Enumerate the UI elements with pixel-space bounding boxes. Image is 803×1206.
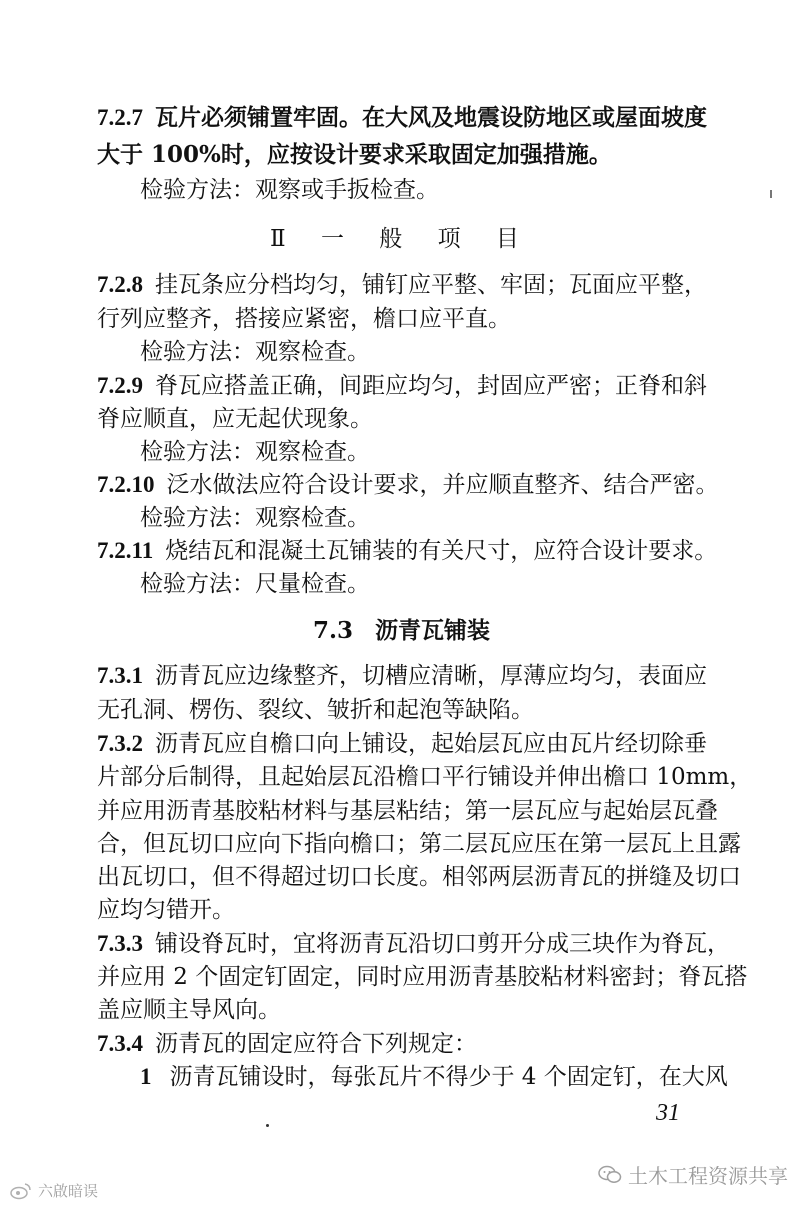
inspection-method: 检验方法：观察检查。 [140, 439, 370, 465]
inspection-method: 检验方法：尺量检查。 [140, 571, 370, 597]
clause-text: 挂瓦条应分档均匀，铺钉应平整、牢固；瓦面应平整， [155, 272, 707, 298]
inspection-method: 检验方法：观察检查。 [140, 339, 370, 365]
clause-number: 7.3.3 [97, 931, 143, 956]
clause-text: 脊瓦应搭盖正确，间距应均匀，封固应严密；正脊和斜 [155, 373, 707, 399]
clause-7-3-4-line-1 [97, 1029, 477, 1059]
clause-7-3-2-line-6: 应均匀错开。 [97, 897, 235, 923]
clause-7-3-2-line-5: 出瓦切口，但不得超过切口长度。相邻两层沥青瓦的拼缝及切口 [97, 864, 741, 890]
inspection-method: 检验方法：观察或手扳检查。 [140, 177, 439, 203]
clause-number: 7.2.10 [97, 472, 155, 497]
clause-7-3-3-line-2: 并应用 2 个固定钉固定，同时应用沥青基胶粘材料密封；脊瓦搭 [97, 964, 748, 990]
clause-7-2-7-line-2: 大于 100%时，应按设计要求采取固定加强措施。 [97, 141, 612, 168]
clause-text: 沥青瓦应自檐口向上铺设，起始层瓦应由瓦片经切除垂 [155, 731, 707, 757]
clause-7-3-4-item-1 [140, 1062, 728, 1092]
clause-text: 沥青瓦的固定应符合下列规定： [155, 1031, 477, 1057]
watermark-text: 六啟暗误 [38, 1182, 99, 1200]
clause-7-3-2-line-1 [97, 729, 707, 759]
clause-text: 铺设脊瓦时，宜将沥青瓦沿切口剪开分成三块作为脊瓦， [155, 931, 730, 957]
clause-7-3-3-line-1 [97, 929, 730, 959]
clause-text: 烧结瓦和混凝土瓦铺装的有关尺寸，应符合设计要求。 [165, 538, 718, 564]
section-heading-7-3 [0, 616, 803, 646]
section-title: 沥青瓦铺装 [375, 617, 490, 644]
clause-number: 7.3.4 [97, 1031, 143, 1056]
clause-7-2-8-line-2: 行列应整齐，搭接应紧密，檐口应平直。 [97, 306, 511, 332]
clause-7-3-2-line-2: 片部分后制得，且起始层瓦沿檐口平行铺设并伸出檐口 10mm， [97, 764, 753, 790]
clause-7-3-1-line-2: 无孔洞、楞伤、裂纹、皱折和起泡等缺陷。 [97, 697, 534, 723]
wechat-icon [598, 1165, 622, 1185]
clause-text: 瓦片必须铺置牢固。在大风及地震设防地区或屋面坡度 [155, 104, 707, 131]
clause-7-2-9-line-2: 脊应顺直，应无起伏现象。 [97, 406, 373, 432]
clause-7-2-10-line-1 [97, 470, 719, 500]
clause-number: 7.3.1 [97, 663, 143, 688]
clause-7-3-3-line-3: 盖应顺主导风向。 [97, 997, 281, 1023]
watermark-text: 土木工程资源共享 [628, 1164, 788, 1188]
clause-7-2-8-line-1 [97, 270, 707, 300]
watermark-wechat [598, 1160, 788, 1189]
clause-7-3-1-line-1 [97, 661, 707, 691]
scan-mark [770, 190, 772, 198]
clause-7-2-9-line-1 [97, 371, 707, 401]
clause-number: 7.2.9 [97, 373, 143, 398]
clause-number: 7.2.8 [97, 272, 143, 297]
clause-text: 泛水做法应符合设计要求，并应顺直整齐、结合严密。 [166, 472, 719, 498]
clause-number: 7.3.2 [97, 731, 143, 756]
clause-number: 7.2.7 [97, 105, 143, 130]
clause-7-2-11-line-1 [97, 536, 717, 566]
clause-number: 7.2.11 [97, 538, 154, 563]
scan-dot [266, 1124, 269, 1127]
item-number: 1 [140, 1064, 152, 1089]
section-heading-general-items: Ⅱ 一 般 项 目 [270, 226, 533, 252]
section-number: 7.3 [312, 617, 353, 644]
clause-7-3-2-line-4: 合，但瓦切口应向下指向檐口；第二层瓦应压在第一层瓦上且露 [97, 831, 741, 857]
page-number: 31 [656, 1100, 680, 1126]
clause-7-3-2-line-3: 并应用沥青基胶粘材料与基层粘结；第一层瓦应与起始层瓦叠 [97, 798, 718, 824]
watermark-weibo [10, 1180, 98, 1201]
weibo-icon [10, 1182, 32, 1200]
item-text: 沥青瓦铺设时，每张瓦片不得少于 4 个固定钉，在大风 [169, 1064, 728, 1090]
inspection-method: 检验方法：观察检查。 [140, 505, 370, 531]
clause-text: 沥青瓦应边缘整齐，切槽应清晰，厚薄应均匀，表面应 [155, 663, 707, 689]
clause-7-2-7-line-1 [97, 103, 707, 133]
